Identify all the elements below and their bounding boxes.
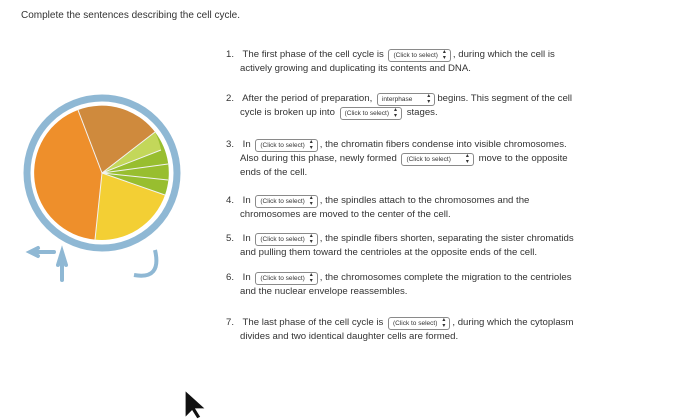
select-arrows-icon: ▴ ▾ xyxy=(309,195,313,207)
question-5: 5. In (Click to select) ▴ ▾ , the spindle fibers shorten, separating the sister chromatids and pulling them toward the centrioles at the opposite ends of the cell. xyxy=(226,233,574,258)
select-arrows-icon: ▴ ▾ xyxy=(442,49,446,61)
select-arrows-icon: ▴ ▾ xyxy=(309,139,313,151)
select-arrows-icon: ▴ ▾ xyxy=(427,93,431,105)
question-2: 2. After the period of preparation, interphase ▴ ▾ begins. This segment of the cell cycle is broken up into (Click to select) ▴ ▾ stages. xyxy=(226,93,573,119)
question-1: 1. The first phase of the cell cycle is (Click to select) ▴ ▾ , during which the cell is actively growing and duplicating its contents and DNA. xyxy=(226,49,555,74)
question-3: 3. In (Click to select) ▴ ▾ , the chromatin fibers condense into visible chromosomes. Also during this phase, newly formed (Click to select) ▴ ▾ move to the opposite ends of the cell. xyxy=(226,139,568,178)
q3-select[interactable]: (Click to select) ▴ ▾ xyxy=(255,139,317,152)
q5-select[interactable]: (Click to select) ▴ ▾ xyxy=(255,233,317,246)
select-arrows-icon: ▴ ▾ xyxy=(394,107,398,119)
mouse-cursor-icon xyxy=(183,389,215,420)
select-arrows-icon: ▴ ▾ xyxy=(309,233,313,245)
select-arrows-icon: ▴ ▾ xyxy=(309,272,313,284)
arrow-left-icon xyxy=(30,248,54,256)
select-arrows-icon: ▴ ▾ xyxy=(465,153,469,165)
arrow-up-icon xyxy=(58,252,66,280)
select-arrows-icon: ▴ ▾ xyxy=(442,317,446,329)
q7-select[interactable]: (Click to select) ▴ ▾ xyxy=(388,317,450,330)
cell-cycle-diagram xyxy=(22,80,182,300)
q1-select[interactable]: (Click to select) ▴ ▾ xyxy=(388,49,450,62)
question-7: 7. The last phase of the cell cycle is (Click to select) ▴ ▾ , during which the cytoplasm divides and two identical daughter cells are formed. xyxy=(226,317,574,342)
instruction-text: Complete the sentences describing the cell cycle. xyxy=(21,10,241,21)
q6-select[interactable]: (Click to select) ▴ ▾ xyxy=(255,272,317,285)
q3-select-2[interactable]: (Click to select) ▴ ▾ xyxy=(401,153,473,166)
q2-select[interactable]: interphase ▴ ▾ xyxy=(377,93,435,106)
question-6: 6. In (Click to select) ▴ ▾ , the chromosomes complete the migration to the centrioles and the nuclear envelope reassembles. xyxy=(226,272,572,297)
arrow-down-icon xyxy=(134,250,156,276)
q4-select[interactable]: (Click to select) ▴ ▾ xyxy=(255,195,317,208)
question-4: 4. In (Click to select) ▴ ▾ , the spindles attach to the chromosomes and the chromosomes are moved to the center of the cell. xyxy=(226,195,530,220)
q2-select-2[interactable]: (Click to select) ▴ ▾ xyxy=(340,107,402,120)
